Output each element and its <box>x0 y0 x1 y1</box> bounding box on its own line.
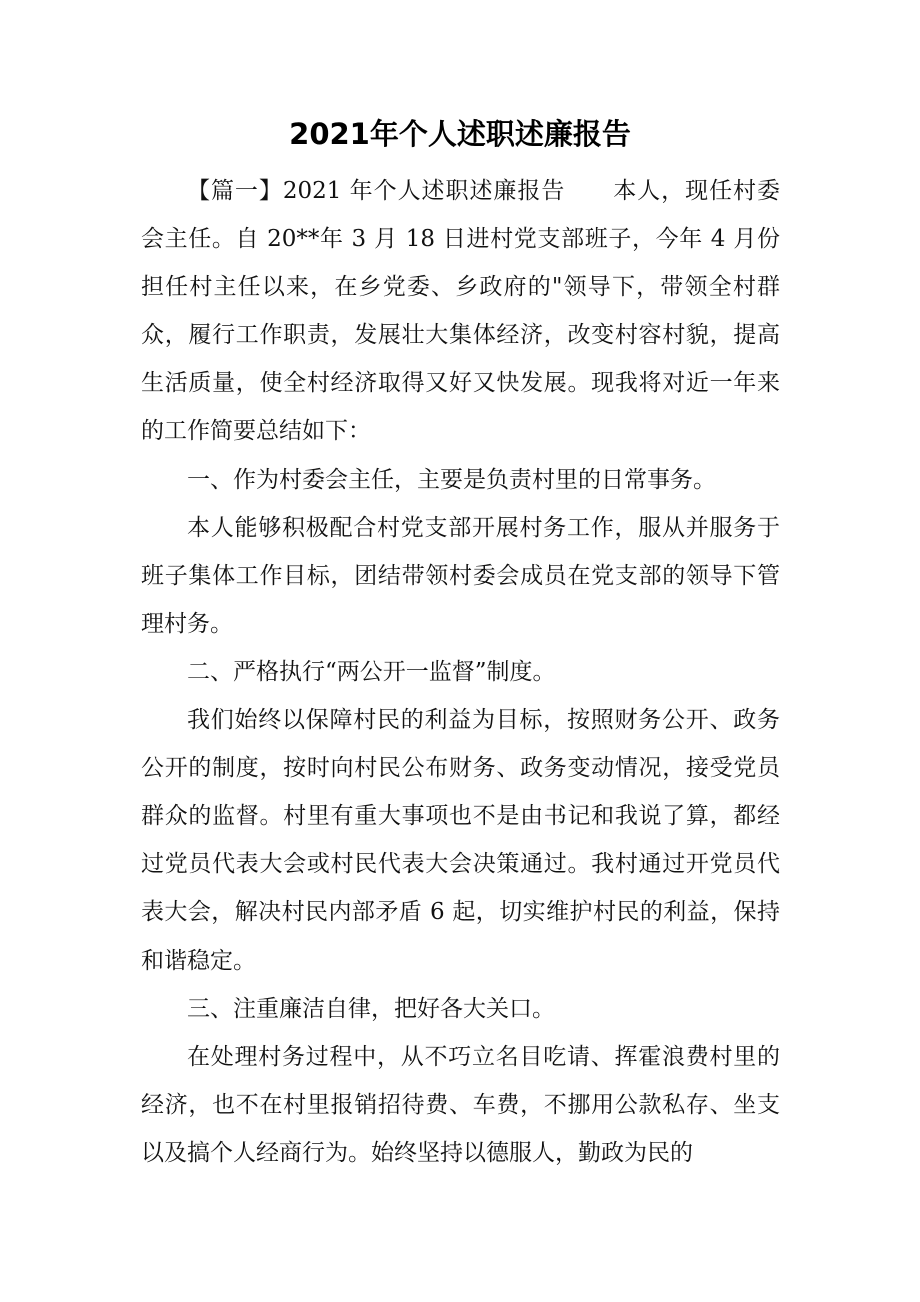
section-heading-3: 三、注重廉洁自律，把好各大关口。 <box>187 995 555 1022</box>
paragraph-intro: 【篇一】2021 年个人述职述廉报告 本人，现任村委会主任。自 20**年 3 月 18 日进村党支部班子，今年 4 月份担任村主任以来，在乡党委、乡政府的"领导下，带领全村群众，履行工作职责，发展壮大集体经济，改变村容村貌，提高生活质量，使全村经济取得又好又快发展。现我将对近一年来的工作简要总结如下： <box>141 178 780 445</box>
document-title: 2021年个人述职述廉报告 <box>289 117 631 151</box>
paragraph-section-2: 我们始终以保障村民的利益为目标，按照财务公开、政务公开的制度，按时向村民公布财务、政务变动情况，接受党员群众的监督。村里有重大事项也不是由书记和我说了算，都经过党员代表大会或村民代表大会决策通过。我村通过开党员代表大会，解决村民内部矛盾 6 起，切实维护村民的利益，保持和谐稳定。 <box>141 707 780 974</box>
paragraph-section-1: 本人能够积极配合村党支部开展村务工作，服从并服务于班子集体工作目标，团结带领村委会成员在党支部的领导下管理村务。 <box>141 514 780 637</box>
section-heading-2: 二、严格执行“两公开一监督”制度。 <box>187 658 556 685</box>
section-heading-1: 一、作为村委会主任，主要是负责村里的日常事务。 <box>187 466 716 493</box>
paragraph-section-3: 在处理村务过程中，从不巧立名目吃请、挥霍浪费村里的经济，也不在村里报销招待费、车费，不挪用公款私存、坐支以及搞个人经商行为。始终坚持以德服人，勤政为民的 <box>141 1043 780 1166</box>
document-body <box>141 167 780 1177</box>
